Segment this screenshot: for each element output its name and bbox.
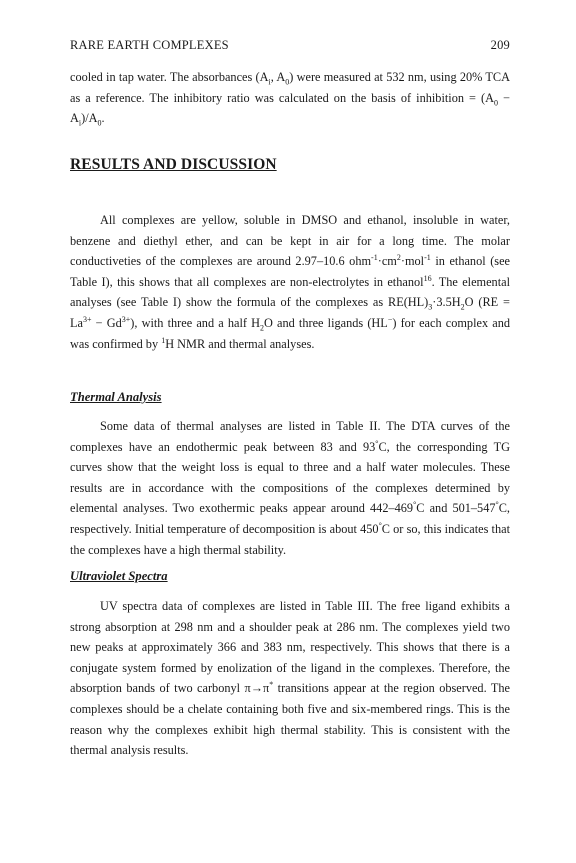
running-head-title: RARE EARTH COMPLEXES xyxy=(70,38,229,52)
thermal-paragraph: Some data of thermal analyses are listed in Table II. The DTA curves of the complexes have an endothermic peak between 83 and 93°C, the corresponding TG curves show that the weight loss is equal to three and a half water molecules. These results are in accordance with the compositions of the complexes determined by elemental analyses. Two exothermic peaks appear around 442–469°C and 501–547°C, respectively. Initial temperature of decomposition is about 450°C or so, this indicates that the complexes have a high thermal stability. xyxy=(70,419,510,557)
subheading-ultraviolet-spectra: Ultraviolet Spectra xyxy=(70,569,168,583)
page-number: 209 xyxy=(490,38,510,52)
uv-paragraph: UV spectra data of complexes are listed in Table III. The free ligand exhibits a strong absorption at 298 nm and a shoulder peak at 286 nm. The complexes yield two new peaks at approximately 366 and 383 nm, respectively. This shows that there is a conjugate system formed by enolization of the ligand in the complexes. Therefore, the absorption bands of two carbonyl π→π* transitions appear at the region observed. The complexes should be a chelate containing both five and six-membered rings. This is the reason why the complexes exhibit high thermal stability. This is consistent with the thermal analysis results. xyxy=(70,599,510,758)
results-paragraph: All complexes are yellow, soluble in DMSO and ethanol, insoluble in water, benzene and diethyl ether, and can be kept in air for a long time. The molar conductiveties of the complexes are around 2.97–10.6 $ohm^{-1}\cdot cm^2\cdot mol^{-1}$ in ethanol (see Table I), this shows that all complexes are non-electrolytes in ethanol$^{16}$. The elemental analyses (see Table I) show the formula of the complexes as $RE(HL)_3\cdot 3.5H_2O$ $(RE = La^{3+} - Gd^{3+})$, with three and a half $H_2O$ and three ligands (HL−) for each complex and was confirmed by $^1$H NMR and thermal analyses. xyxy=(70,213,510,351)
section-heading-results: RESULTS AND DISCUSSION xyxy=(70,156,277,173)
subheading-thermal-analysis: Thermal Analysis xyxy=(70,390,162,404)
intro-paragraph: cooled in tap water. The absorbances ($A_i$, $A_0$) were measured at 532 nm, using 20% TCA as a reference. The inhibitory ratio was calculated on the basis of inhibition = $(A_0 - A_i)/A_0$. xyxy=(70,70,511,128)
